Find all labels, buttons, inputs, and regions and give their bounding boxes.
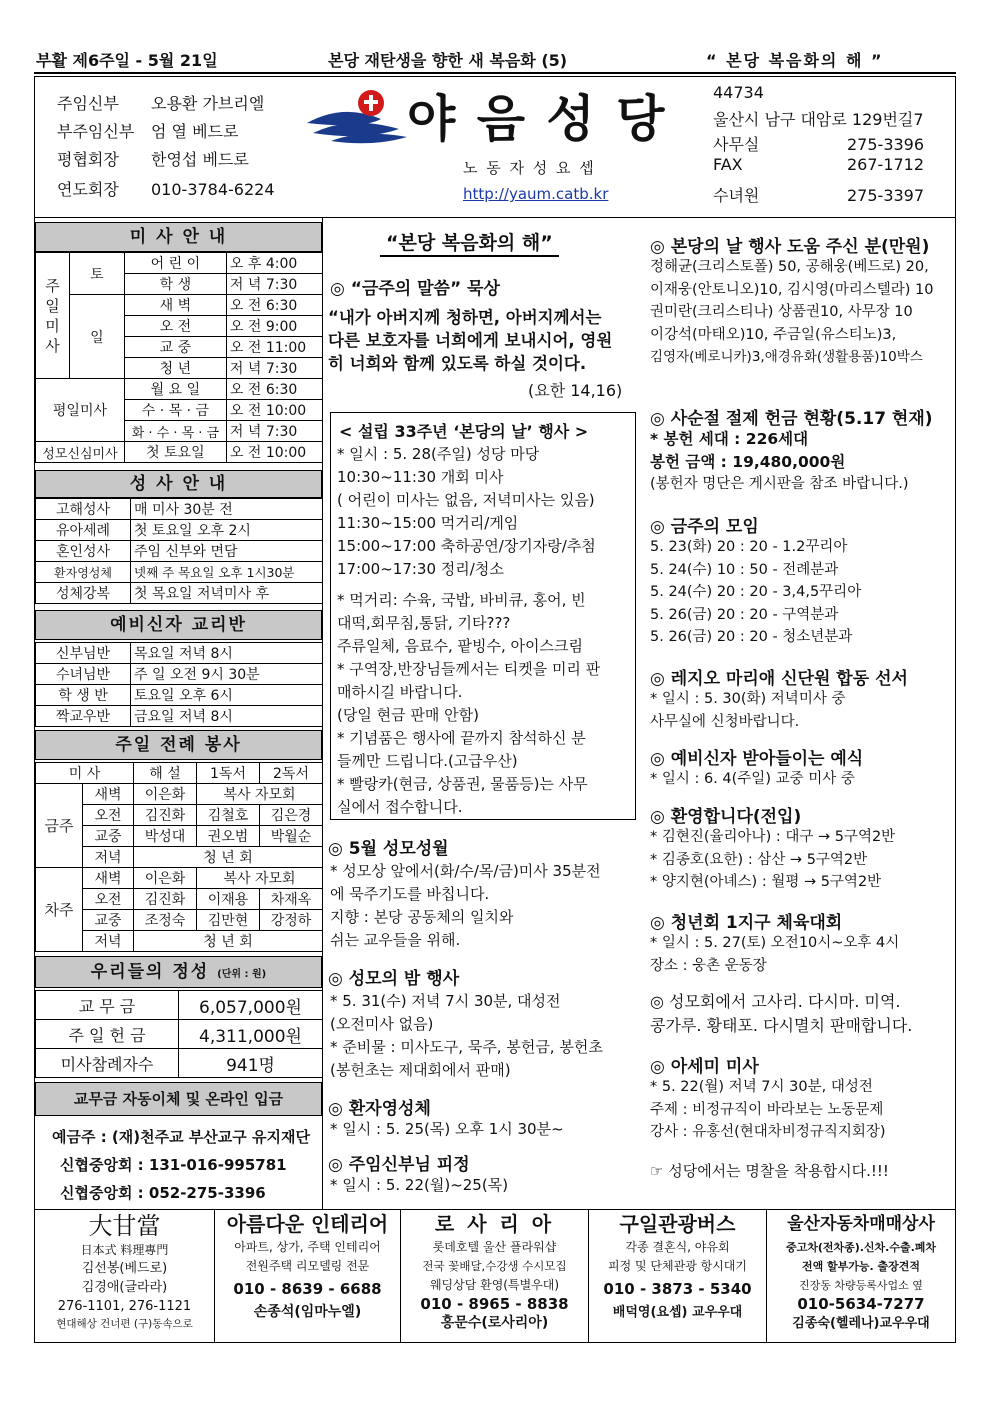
weekday-mass-label: 평일미사 (36, 379, 125, 442)
masthead (34, 76, 956, 218)
parish-day-event-box (330, 412, 636, 820)
weekly-word-reference: (요한 14,16) (528, 381, 623, 400)
auto-transfer-title: 교무금 자동이체 및 온라인 입금 (35, 1082, 322, 1116)
sunday-mass-label: 주일미사 (36, 253, 70, 379)
ad-restaurant: 大甘當 日本式 料理專門 김선봉(베드로) 김경애(글라라) 276-1101, 276-1121 현대해상 건너편 (구)동속으로 (35, 1210, 215, 1342)
staff-row: 부주임신부 엄 열 베드로 (57, 122, 239, 141)
sick-communion-text: * 일시 : 5. 25(목) 오후 1시 30분~ (330, 1120, 564, 1138)
newcomers-list: * 김현진(율리아나) : 대구 → 5구역2반 * 김종호(요한) : 삼산 → 5구역2반 * 양지현(아녜스) : 월평 → 5구역2반 (650, 829, 896, 890)
sacrament-table: 고해성사 매 미사 30분 전 유아세례 첫 토요일 오후 2시 혼인성사 주임 신부와 면담 환자영성체 넷째 주 목요일 오후 1시30분 성체강복 첫 목요일 저녁미사 후 (35, 498, 323, 604)
header-center: 본당 재탄생을 향한 새 복음화 (5) (328, 51, 568, 70)
youth-sports-title: ◎ 청년회 1지구 체육대회 (650, 913, 843, 933)
catechumen-rite-title: ◎ 예비신자 받아들이는 예식 (650, 749, 864, 769)
offering-table: 교 무 금 6,057,000원 주 일 헌 금 4,311,000원 미사참례자수 941명 (35, 990, 323, 1078)
legio-oath-text: * 일시 : 5. 30(화) 저녁미사 중 사무실에 신청바랍니다. (650, 691, 846, 730)
pastor-retreat-text: * 일시 : 5. 22(월)~25(목) (330, 1176, 509, 1194)
asia-mass-title: ◎ 아세미 미사 (650, 1057, 759, 1077)
header-left: 부활 제6주일 - 5월 21일 (36, 51, 218, 70)
account-number: 신협중앙회 : 052-275-3396 (60, 1184, 266, 1202)
lent-offering-text: * 봉헌 세대 : 226세대 봉헌 금액 : 19,480,000원 (봉헌자 명단은 게시판을 참조 바랍니다.) (650, 430, 909, 492)
staff-row: 평협회장 한영섭 베드로 (57, 150, 249, 169)
account-holder: 예금주 : (재)천주교 부산교구 유지재단 (52, 1128, 310, 1146)
weekly-meetings-list: 5. 23(화) 20 : 20 - 1.2꾸리아 5. 24(수) 10 : 50 - 전례분과 5. 24(수) 20 : 20 - 3,4,5꾸리아 5. 26(금) 20 : 20 - 구역분과 5. 26(금) 20 : 20 - 청소년분과 (650, 539, 862, 645)
contact-row: 수녀원 275-3397 (713, 186, 925, 205)
marian-night-text: * 5. 31(수) 저녁 7시 30분, 대성전 (오전미사 없음) * 준비물 : 미사도구, 묵주, 봉헌금, 봉헌초 (봉헌초는 제대회에서 판매) (330, 992, 603, 1079)
donors-title: ◎ 본당의 날 행사 도움 주신 분(만원) (650, 237, 930, 257)
pastor-retreat-title: ◎ 주임신부님 피정 (328, 1155, 470, 1175)
church-url-link[interactable]: http://yaum.catb.kr (463, 185, 609, 203)
address: 울산시 남구 대암로 129번길7 (713, 110, 924, 129)
newcomers-title: ◎ 환영합니다(전입) (650, 807, 802, 827)
donors-list: 정해균(크리스토폴) 50, 공해웅(베드로) 20, 이재웅(안토니오)10, 김시영(마리스텔라) 10 권미란(크리스티나) 상품권10, 사무장 10 이강석(마태오)10, 주금일(유스티노)3, 김영자(베로니카)3,애경유화(생활용품)10박스 (650, 259, 934, 365)
liturgy-service-title: 주일 전례 봉사 (35, 730, 322, 760)
sacrament-guide-title: 성 사 안 내 (35, 470, 322, 498)
ad-interior: 아름다운 인테리어 아파트, 상가, 주택 인테리어 전원주택 리모델링 전문 010 - 8639 - 6688 손종석(임마누엘) (215, 1210, 401, 1342)
contact-row: FAX 267-1712 (713, 155, 925, 174)
parish-day-title: < 설립 33주년 ‘본당의 날’ 행사 > (339, 422, 589, 441)
lent-offering-title: ◎ 사순절 절제 헌금 현황(5.17 현재) (650, 409, 933, 429)
weekly-word-text: “내가 아버지께 청하면, 아버지께서는 다른 보호자를 너희에게 보내시어, 영원 히 너희와 함께 있도록 하실 것이다. (328, 308, 613, 373)
staff-row: 주임신부 오용환 가브리엘 (57, 94, 265, 113)
mass-schedule-table: 주일미사 토 어 린 이 오 후 4:00 학 생 저 녁 7:30 일 새 벽 오 전 6:30 오 전 오 전 9:00 교 중 오 전 11:00 청 년 저 녁 7:30 평일미사 월 요 일 오 전 6:30 수 · 목 · 금 오 전 10:00 화 · 수 · 목 · 금 저 녁 7:30 성모신심미사 첫 토요일 오 전 10:00 (35, 252, 323, 463)
catechumen-class-title: 예비신자 교리반 (35, 610, 322, 640)
may-month-text: * 성모상 앞에서(화/수/목/금)미사 35분전 에 묵주기도를 바칩니다. 지향 : 본당 공동체의 일치와 쉬는 교우들을 위해. (330, 862, 601, 949)
catechumen-rite-text: * 일시 : 6. 4(주일) 교중 미사 중 (650, 771, 855, 787)
nametag-notice: ☞ 성당에서는 명찰을 착용합시다.!!! (650, 1162, 889, 1180)
asia-mass-text: * 5. 22(월) 저녁 7시 30분, 대성전 주제 : 비정규직이 바라보는 노동문제 강사 : 유홍선(현대차비정규직지회장) (650, 1079, 886, 1140)
may-month-title: ◎ 5월 성모성월 (328, 839, 449, 859)
church-patron: 노 동 자 성 요 셉 (463, 159, 596, 177)
legio-oath-title: ◎ 레지오 마리애 신단원 합동 선서 (650, 669, 908, 689)
mass-guide-title: 미 사 안 내 (35, 222, 322, 252)
postal-code: 44734 (713, 83, 764, 102)
parish-day-details: * 일시 : 5. 28(주일) 성당 마당 10:30~11:30 개회 미사 ( 어린이 미사는 없음, 저녁미사는 있음) 11:30~15:00 먹거리/게임 15:00~17:00 축하공연/장기자랑/추첨 17:00~17:30 정리/청소 * 먹거리: 수육, 국밥, 바비큐, 홍어, 빈 대떡,회무침,통닭, 기타??? 주류일체, 음료수, 팥빙수, 아이스크림 * 구역장,반장님들께서는 티켓을 미리 판 매하시길 바랍니다. (당일 현금 판매 안함) * 기념품은 행사에 끝까지 참석하신 분 들께만 드립니다.(고급우산) * 빨랑카(현금, 상품권, 물품등)는 사무 실에서 접수합니다. (337, 445, 601, 816)
year-theme: “본당 복음화의 해” (380, 228, 559, 257)
header-rule (34, 72, 956, 74)
ad-car-dealer: 울산자동차매매상사 중고차(전차종).신차.수출.폐차 전액 할부가능. 출장견적 진장동 차량등록사업소 옆 010-5634-7277 김종숙(헬레나)교우우대 (785, 1214, 937, 1331)
marian-night-title: ◎ 성모의 밤 행사 (328, 969, 460, 989)
this-week-label: 금주 (36, 784, 83, 868)
account-number: 신협중앙회 : 131-016-995781 (60, 1156, 287, 1174)
offering-title: 우리들의 정성 (단위 : 원) (35, 956, 322, 988)
youth-sports-text: * 일시 : 5. 27(토) 오전10시~오후 4시 장소 : 웅촌 운동장 (650, 935, 900, 974)
catechumen-table: 신부님반 목요일 저녁 8시 수녀님반 주 일 오전 9시 30분 학 생 반 토요일 오후 6시 짝교우반 금요일 저녁 8시 (35, 642, 323, 727)
ad-flower-shop: 로 사 리 아 롯데호텔 울산 플라워샵 전국 꽃배달,수강생 수시모집 웨딩상담 환영(특별우대) 010 - 8965 - 8838 홍문수(로사리아) (401, 1210, 589, 1342)
header-right: “ 본당 복음화의 해 ” (706, 51, 884, 70)
ad-tour-bus: 구일관광버스 각종 결혼식, 야유회 피정 및 단체관광 항시대기 010 - 3873 - 5340 배덕영(요셉) 교우우대 (589, 1210, 767, 1342)
weekly-word-title: ◎ “금주의 말씀” 묵상 (330, 279, 500, 299)
weekly-meetings-title: ◎ 금주의 모임 (650, 517, 759, 537)
liturgy-table: 미 사 해 설 1독서 2독서 금주 새벽 이은화 복사 자모회 오전 김진화 김철호 김은경 교중 박성대 권오범 박월순 저녁 청 년 회 차주 새벽 이은화 복사 자모회 오전 김진화 이재용 차재옥 교중 조정숙 김만현 강정하 저녁 청 년 회 (35, 762, 323, 952)
church-name: 야 음 성 당 (407, 89, 667, 148)
next-week-label: 차주 (36, 868, 83, 952)
contact-row: 사무실 275-3396 (713, 135, 925, 154)
sick-communion-title: ◎ 환자영성체 (328, 1099, 431, 1119)
church-logo-icon (303, 85, 415, 147)
mothers-sale-notice: ◎ 성모회에서 고사리. 다시마. 미역. 콩가루. 황태포. 다시멸치 판매합니다. (650, 992, 913, 1035)
staff-row: 연도회장 010-3784-6224 (57, 180, 275, 199)
